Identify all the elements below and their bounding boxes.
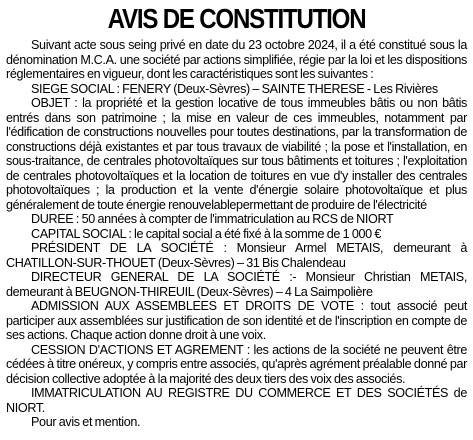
- notice-body: [6, 38, 467, 430]
- intro-paragraph: Suivant acte sous seing privé en date du 23 octobre 2024, il a été constitué sous la dénomination M.C.A. une société par actions simplifiée, régie par la loi et les dispositions réglementaires en vigueur, dont les caractéristiques sont les suivantes :: [6, 38, 467, 81]
- duration-paragraph: DUREE : 50 années à compter de l'immatriculation au RCS de NIORT: [31, 212, 394, 226]
- registered-office-paragraph: SIEGE SOCIAL : FENERY (Deux-Sèvres) – SAINTE THERESE - Les Rivières: [31, 81, 438, 96]
- president-paragraph: PRÉSIDENT DE LA SOCIÉTÉ : Monsieur Armel METAIS, demeurant à CHATILLON-SUR-THOUET (Deux-Sèvres) – 31 Bis Chalendeau: [6, 241, 467, 270]
- notice-title: AVIS DE CONSTITUTION: [107, 3, 366, 34]
- voting-rights-paragraph: ADMISSION AUX ASSEMBLEES ET DROITS DE VOTE : tout associé peut participer aux assemblées sur justification de son identité et de l'inscription en compte de ses actions. Chaque action donne droit à une voix.: [6, 299, 467, 342]
- closing-paragraph: Pour avis et mention.: [31, 415, 141, 429]
- general-director-paragraph: DIRECTEUR GENERAL DE LA SOCIÉTÉ :- Monsieur Christian METAIS, demeurant à BEUGNON-THIREUIL (Deux-Sèvres) – 4 La Saimpolière: [6, 270, 467, 299]
- purpose-paragraph: OBJET : la propriété et la gestion locative de tous immeubles bâtis ou non bâtis entrés dans son patrimoine ; la mise en valeur de ces immeubles, notamment par l'édification de constructions nouvelles pour toutes destinations, par la transformation de constructions déjà existantes et par tous travaux de viabilité ; la pose et l'installation, en sous-traitance, de centrales photovoltaïques sur tous bâtiments et toitures ; l'exploitation de centrales photovoltaïques et la location de toitures en vue d'y installer des centrales photovoltaïques ; la production et la vente d'énergie solaire photovoltaïque et plus généralement de toute énergie renouvelablepermettant de produire de l'électricité: [6, 96, 467, 212]
- registration-paragraph: IMMATRICULATION AU REGISTRE DU COMMERCE ET DES SOCIÉTÉS de NIORT.: [6, 386, 467, 415]
- share-capital-paragraph: CAPITAL SOCIAL : le capital social a été fixé à la somme de 1 000 €: [31, 226, 381, 241]
- share-transfer-paragraph: CESSION D'ACTIONS ET AGREMENT : les actions de la société ne peuvent être cédées à titre onéreux, y compris entre associés, qu'après agrément préalable donné par décision collective adoptée à la majorité des deux tiers des voix des associés.: [6, 342, 467, 386]
